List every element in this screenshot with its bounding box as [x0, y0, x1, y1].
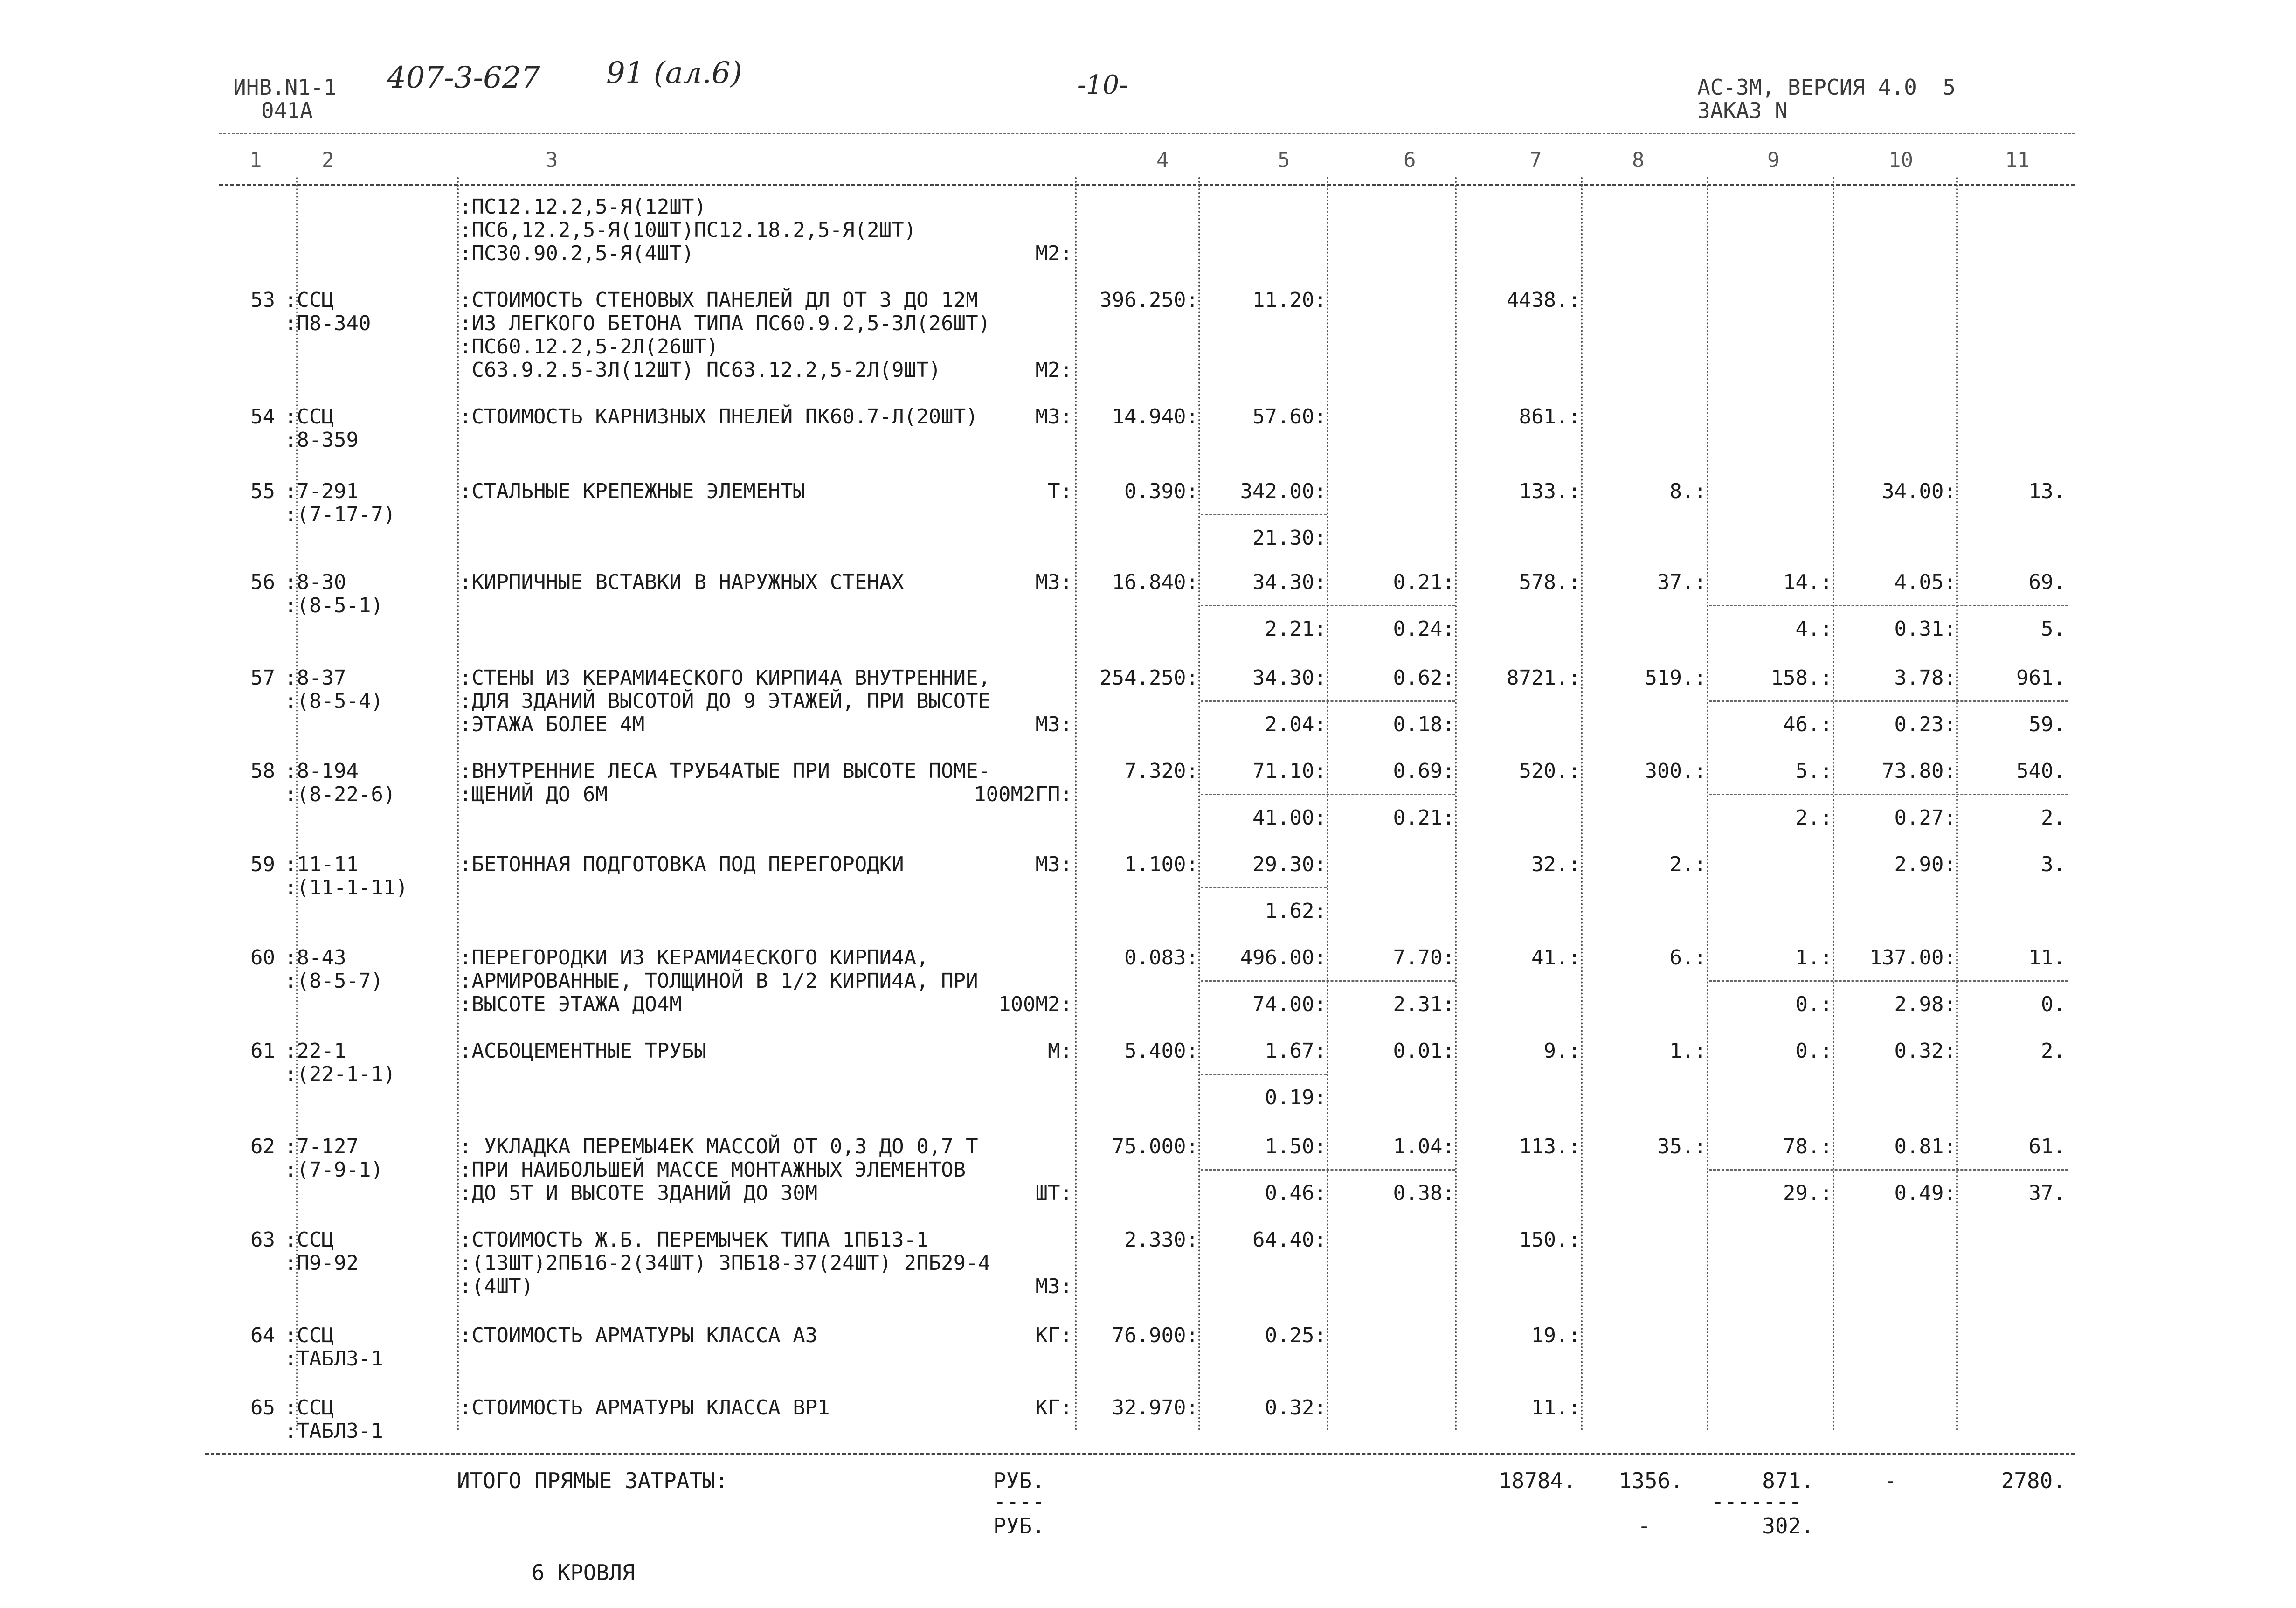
totals-unit: РУБ.: [993, 1468, 1045, 1493]
row-code: :ТАБЛ3-1: [284, 1347, 383, 1371]
handwritten-album: 91 (ал.6): [606, 56, 742, 90]
row-col6: 0.69:: [1393, 759, 1455, 783]
row-col5: 1.67:: [1265, 1039, 1327, 1063]
next-section-title: 6 КРОВЛЯ: [532, 1560, 635, 1585]
sub-rule: [1201, 887, 1327, 888]
row-col10: 2.90:: [1894, 853, 1956, 876]
header-rule-bottom: [219, 184, 2075, 186]
row-col11: 2.: [2041, 1039, 2066, 1063]
row-description: :СТОИМОСТЬ КАРНИЗНЫХ ПНЕЛЕЙ ПК60.7-Л(20ШТ): [459, 405, 978, 429]
row-description: :КИРПИЧНЫЕ ВСТАВКИ В НАРУЖНЫХ СТЕНАХ: [459, 570, 904, 594]
column-number: 3: [546, 148, 558, 172]
row-col5-labour: 2.04:: [1265, 713, 1327, 736]
column-separator: [1707, 177, 1708, 1432]
row-col8: 1.:: [1669, 1039, 1707, 1063]
row-col9-labour: 46.:: [1783, 713, 1833, 736]
row-col8: 8.:: [1669, 479, 1707, 503]
row-col10: 34.00:: [1882, 479, 1956, 503]
row-col5-labour: 21.30:: [1252, 526, 1327, 550]
row-col10: 137.00:: [1869, 946, 1956, 970]
row-code: :8-43: [284, 946, 346, 970]
row-code: :(8-5-4): [284, 689, 383, 713]
row-number: 55: [250, 479, 275, 503]
row-col9: 1.:: [1795, 946, 1833, 970]
totals-col10: -: [1884, 1468, 1897, 1493]
row-col10-labour: 0.49:: [1894, 1181, 1956, 1205]
row-quantity: 32.970:: [1112, 1396, 1198, 1420]
row-col6-labour: 0.18:: [1393, 713, 1455, 736]
row-col5: 1.50:: [1265, 1135, 1327, 1158]
row-unit: ШТ:: [1035, 1181, 1072, 1205]
row-col10: 73.80:: [1882, 759, 1956, 783]
row-col9: 158.:: [1770, 666, 1833, 690]
row-col6: 0.21:: [1393, 570, 1455, 594]
row-col5: 29.30:: [1252, 853, 1327, 876]
row-number: 65: [250, 1396, 275, 1420]
column-separator: [1327, 177, 1328, 1432]
row-description: :СТАЛЬНЫЕ КРЕПЕЖНЫЕ ЭЛЕМЕНТЫ: [459, 479, 805, 503]
row-col5-labour: 0.46:: [1265, 1181, 1327, 1205]
row-description: :ПС6,12.2,5-Я(10ШТ)ПС12.18.2,5-Я(2ШТ): [459, 218, 917, 242]
row-description: :(4ШТ): [459, 1275, 533, 1298]
row-col7: 11.:: [1531, 1396, 1581, 1420]
row-col9-labour: 4.:: [1795, 617, 1833, 641]
row-number: 58: [250, 759, 275, 783]
row-col11: 13.: [2028, 479, 2066, 503]
row-description: :(13ШТ)2ПБ16-2(34ШТ) 3ПБ18-37(24ШТ) 2ПБ29-4: [459, 1251, 991, 1275]
header-rule-top: [219, 133, 2075, 134]
row-quantity: 1.100:: [1124, 853, 1198, 876]
row-unit: М2:: [1035, 358, 1072, 382]
row-code: :8-359: [284, 428, 359, 452]
row-description: :СТЕНЫ ИЗ КЕРАМИ4ЕСКОГО КИРПИ4А ВНУТРЕННИЕ,: [459, 666, 991, 690]
sub-rule: [1709, 605, 2068, 606]
row-unit: КГ:: [1035, 1324, 1072, 1347]
row-code: :(11-1-11): [284, 876, 408, 900]
column-separator: [457, 177, 459, 1432]
column-number: 1: [249, 148, 262, 172]
row-number: 57: [250, 666, 275, 690]
row-col8: 2.:: [1669, 853, 1707, 876]
row-col5: 34.30:: [1252, 666, 1327, 690]
row-quantity: 7.320:: [1124, 759, 1198, 783]
row-col5: 496.00:: [1240, 946, 1327, 970]
row-number: 63: [250, 1228, 275, 1252]
row-unit: М3:: [1035, 405, 1072, 429]
row-number: 60: [250, 946, 275, 970]
row-code: :7-127: [284, 1135, 359, 1158]
row-quantity: 75.000:: [1112, 1135, 1198, 1158]
sub-rule: [1201, 605, 1455, 606]
header-right-line1: АС-3М, ВЕРСИЯ 4.0 5: [1697, 75, 1956, 100]
totals-col9-underline: -------: [1711, 1489, 1802, 1514]
row-col10-labour: 0.23:: [1894, 713, 1956, 736]
row-unit: Т:: [1048, 479, 1072, 503]
row-description: :СТОИМОСТЬ АРМАТУРЫ КЛАССА ВР1: [459, 1396, 830, 1420]
row-col11: 540.: [2016, 759, 2066, 783]
row-col5-labour: 41.00:: [1252, 806, 1327, 830]
row-col7: 19.:: [1531, 1324, 1581, 1347]
totals-rule: [205, 1453, 2075, 1455]
row-description: :ДО 5Т И ВЫСОТЕ ЗДАНИЙ ДО 30М: [459, 1181, 818, 1205]
row-code: :8-194: [284, 759, 359, 783]
row-number: 56: [250, 570, 275, 594]
column-separator: [1581, 177, 1583, 1432]
row-col5: 0.32:: [1265, 1396, 1327, 1420]
column-number: 9: [1767, 148, 1780, 172]
row-col9: 5.:: [1795, 759, 1833, 783]
row-col7: 32.:: [1531, 853, 1581, 876]
row-col5-labour: 2.21:: [1265, 617, 1327, 641]
row-col9-labour: 0.:: [1795, 992, 1833, 1016]
sub-rule: [1709, 980, 2068, 982]
sub-rule: [1709, 1169, 2068, 1171]
row-col9-labour: 29.:: [1783, 1181, 1833, 1205]
row-col11: 3.: [2041, 853, 2066, 876]
row-description: :ПЕРЕГОРОДКИ ИЗ КЕРАМИ4ЕСКОГО КИРПИ4А,: [459, 946, 929, 970]
column-separator: [1833, 177, 1834, 1432]
sub-rule: [1201, 700, 1455, 702]
row-col6-labour: 2.31:: [1393, 992, 1455, 1016]
totals-unit-underline: ----: [993, 1489, 1045, 1514]
row-col5: 71.10:: [1252, 759, 1327, 783]
row-unit: М3:: [1035, 1275, 1072, 1298]
row-col10-labour: 0.31:: [1894, 617, 1956, 641]
row-col10-labour: 2.98:: [1894, 992, 1956, 1016]
row-code: :ССЦ: [284, 405, 334, 429]
totals-unit-2: РУБ.: [993, 1513, 1045, 1539]
row-col6-labour: 0.24:: [1393, 617, 1455, 641]
row-col8: 6.:: [1669, 946, 1707, 970]
totals-col11: 2780.: [2001, 1468, 2066, 1493]
row-description: :СТОИМОСТЬ Ж.Б. ПЕРЕМЫЧЕК ТИПА 1ПБ13-1: [459, 1228, 929, 1252]
row-code: :(8-5-1): [284, 594, 383, 617]
column-separator: [1956, 177, 1958, 1432]
row-quantity: 5.400:: [1124, 1039, 1198, 1063]
row-description: :ВЫСОТЕ ЭТАЖА ДО4М: [459, 992, 682, 1016]
row-col10: 0.81:: [1894, 1135, 1956, 1158]
row-col11: 11.: [2028, 946, 2066, 970]
row-col8: 300.:: [1645, 759, 1707, 783]
row-description: : УКЛАДКА ПЕРЕМЫ4ЕК МАССОЙ ОТ 0,3 ДО 0,7 Т: [459, 1135, 978, 1158]
row-description: :ПРИ НАИБОЛЬШЕЙ МАССЕ МОНТАЖНЫХ ЭЛЕМЕНТОВ: [459, 1158, 966, 1182]
row-col9-labour: 2.:: [1795, 806, 1833, 830]
sub-rule: [1201, 1169, 1455, 1171]
handwritten-code: 407-3-627: [387, 61, 540, 95]
sub-rule: [1709, 794, 2068, 795]
row-col8: 35.:: [1657, 1135, 1707, 1158]
row-unit: 100М2ГП:: [974, 783, 1072, 806]
row-col5: 64.40:: [1252, 1228, 1327, 1252]
row-col5: 0.25:: [1265, 1324, 1327, 1347]
row-description: :ИЗ ЛЕГКОГО БЕТОНА ТИПА ПС60.9.2,5-3Л(26ШТ): [459, 312, 991, 335]
row-col10: 3.78:: [1894, 666, 1956, 690]
row-col7: 150.:: [1519, 1228, 1581, 1252]
sub-rule: [1201, 1074, 1327, 1075]
row-col5: 57.60:: [1252, 405, 1327, 429]
row-number: 64: [250, 1324, 275, 1347]
row-col11-labour: 2.: [2041, 806, 2066, 830]
row-unit: 100М2:: [998, 992, 1072, 1016]
row-col11: 961.: [2016, 666, 2066, 690]
row-col7: 41.:: [1531, 946, 1581, 970]
row-unit: КГ:: [1035, 1396, 1072, 1420]
row-col10-labour: 0.27:: [1894, 806, 1956, 830]
header-left-line2: 041А: [261, 98, 313, 123]
sub-rule: [1201, 514, 1327, 515]
column-number: 6: [1404, 148, 1416, 172]
row-description: :СТОИМОСТЬ СТЕНОВЫХ ПАНЕЛЕЙ ДЛ ОТ 3 ДО 12М: [459, 288, 978, 312]
row-col11-labour: 0.: [2041, 992, 2066, 1016]
row-number: 61: [250, 1039, 275, 1063]
row-code: :8-30: [284, 570, 346, 594]
row-col6: 0.62:: [1393, 666, 1455, 690]
column-number: 7: [1529, 148, 1542, 172]
column-number: 10: [1888, 148, 1913, 172]
totals-col9: 871.: [1762, 1468, 1814, 1493]
row-code: :ССЦ: [284, 1396, 334, 1420]
row-col6-labour: 0.38:: [1393, 1181, 1455, 1205]
row-quantity: 0.390:: [1124, 479, 1198, 503]
row-unit: М3:: [1035, 570, 1072, 594]
row-col7: 133.:: [1519, 479, 1581, 503]
row-col7: 861.:: [1519, 405, 1581, 429]
row-code: :(22-1-1): [284, 1062, 396, 1086]
row-code: :(8-5-7): [284, 969, 383, 993]
totals-col9-2: 302.: [1762, 1513, 1814, 1539]
row-col9: 0.:: [1795, 1039, 1833, 1063]
row-unit: М3:: [1035, 713, 1072, 736]
row-quantity: 254.250:: [1100, 666, 1198, 690]
row-code: :22-1: [284, 1039, 346, 1063]
row-col5-labour: 0.19:: [1265, 1086, 1327, 1109]
row-description: :АРМИРОВАННЫЕ, ТОЛЩИНОЙ В 1/2 КИРПИ4А, ПРИ: [459, 969, 978, 993]
row-description: :СТОИМОСТЬ АРМАТУРЫ КЛАССА А3: [459, 1324, 818, 1347]
row-col11-labour: 59.: [2028, 713, 2066, 736]
row-col6: 1.04:: [1393, 1135, 1455, 1158]
row-col8: 37.:: [1657, 570, 1707, 594]
row-number: 62: [250, 1135, 275, 1158]
row-col7: 4438.:: [1507, 288, 1581, 312]
row-col7: 9.:: [1543, 1039, 1581, 1063]
row-col5: 34.30:: [1252, 570, 1327, 594]
row-number: 59: [250, 853, 275, 876]
row-description: :ПС60.12.2,5-2Л(26ШТ): [459, 335, 719, 359]
row-code: :ТАБЛ3-1: [284, 1419, 383, 1443]
sub-rule: [1709, 700, 2068, 702]
row-col5: 11.20:: [1252, 288, 1327, 312]
row-col10: 4.05:: [1894, 570, 1956, 594]
row-col9: 78.:: [1783, 1135, 1833, 1158]
row-quantity: 0.083:: [1124, 946, 1198, 970]
column-number: 11: [2005, 148, 2030, 172]
row-code: :11-11: [284, 853, 359, 876]
column-number: 5: [1278, 148, 1290, 172]
row-number: 54: [250, 405, 275, 429]
row-col5: 342.00:: [1240, 479, 1327, 503]
row-code: :П8-340: [284, 312, 371, 335]
row-description: :БЕТОННАЯ ПОДГОТОВКА ПОД ПЕРЕГОРОДКИ: [459, 853, 904, 876]
row-description: :ЩЕНИЙ ДО 6М: [459, 783, 608, 806]
row-code: :(8-22-6): [284, 783, 396, 806]
totals-col8: 1356.: [1618, 1468, 1683, 1493]
row-col5-labour: 74.00:: [1252, 992, 1327, 1016]
row-unit: М:: [1048, 1039, 1072, 1063]
row-quantity: 14.940:: [1112, 405, 1198, 429]
row-code: :ССЦ: [284, 1228, 334, 1252]
row-col7: 113.:: [1519, 1135, 1581, 1158]
row-col6-labour: 0.21:: [1393, 806, 1455, 830]
row-code: :ССЦ: [284, 288, 334, 312]
row-code: :(7-9-1): [284, 1158, 383, 1182]
row-quantity: 396.250:: [1100, 288, 1198, 312]
totals-label: ИТОГО ПРЯМЫЕ ЗАТРАТЫ:: [457, 1468, 728, 1493]
row-description: :ПС12.12.2,5-Я(12ШТ): [459, 195, 706, 219]
row-code: :ССЦ: [284, 1324, 334, 1347]
row-description: :ВНУТРЕННИЕ ЛЕСА ТРУБ4АТЫЕ ПРИ ВЫСОТЕ ПОМЕ-: [459, 759, 991, 783]
row-col6: 0.01:: [1393, 1039, 1455, 1063]
row-col10: 0.32:: [1894, 1039, 1956, 1063]
row-col7: 520.:: [1519, 759, 1581, 783]
row-description: :ПС30.90.2,5-Я(4ШТ): [459, 242, 694, 265]
totals-col7: 18784.: [1498, 1468, 1576, 1493]
row-col11: 69.: [2028, 570, 2066, 594]
row-col11-labour: 37.: [2028, 1181, 2066, 1205]
row-col11: 61.: [2028, 1135, 2066, 1158]
header-left-line1: ИНВ.N1-1: [233, 75, 337, 100]
row-quantity: 76.900:: [1112, 1324, 1198, 1347]
row-col8: 519.:: [1645, 666, 1707, 690]
totals-col8-2: -: [1638, 1513, 1651, 1539]
row-quantity: 16.840:: [1112, 570, 1198, 594]
row-col7: 578.:: [1519, 570, 1581, 594]
row-col9: 14.:: [1783, 570, 1833, 594]
column-number: 2: [322, 148, 334, 172]
row-code: :8-37: [284, 666, 346, 690]
row-quantity: 2.330:: [1124, 1228, 1198, 1252]
row-col7: 8721.:: [1507, 666, 1581, 690]
sub-rule: [1201, 794, 1455, 795]
row-col5-labour: 1.62:: [1265, 899, 1327, 923]
row-description: :АСБОЦЕМЕНТНЫЕ ТРУБЫ: [459, 1039, 706, 1063]
row-unit: М3:: [1035, 853, 1072, 876]
row-code: :7-291: [284, 479, 359, 503]
row-unit: М2:: [1035, 242, 1072, 265]
row-description: :ЭТАЖА БОЛЕЕ 4М: [459, 713, 645, 736]
row-col11-labour: 5.: [2041, 617, 2066, 641]
row-number: 53: [250, 288, 275, 312]
row-code: :(7-17-7): [284, 503, 396, 527]
sub-rule: [1201, 980, 1455, 982]
row-description: :ДЛЯ ЗДАНИЙ ВЫСОТОЙ ДО 9 ЭТАЖЕЙ, ПРИ ВЫСОТЕ: [459, 689, 991, 713]
header-right-line2: ЗАКАЗ N: [1697, 98, 1788, 123]
page-number: -10-: [1077, 70, 1128, 100]
column-number: 4: [1156, 148, 1169, 172]
row-col6: 7.70:: [1393, 946, 1455, 970]
row-description: С63.9.2.5-3Л(12ШТ) ПС63.12.2,5-2Л(9ШТ): [459, 358, 941, 382]
row-code: :П9-92: [284, 1251, 359, 1275]
column-number: 8: [1632, 148, 1645, 172]
